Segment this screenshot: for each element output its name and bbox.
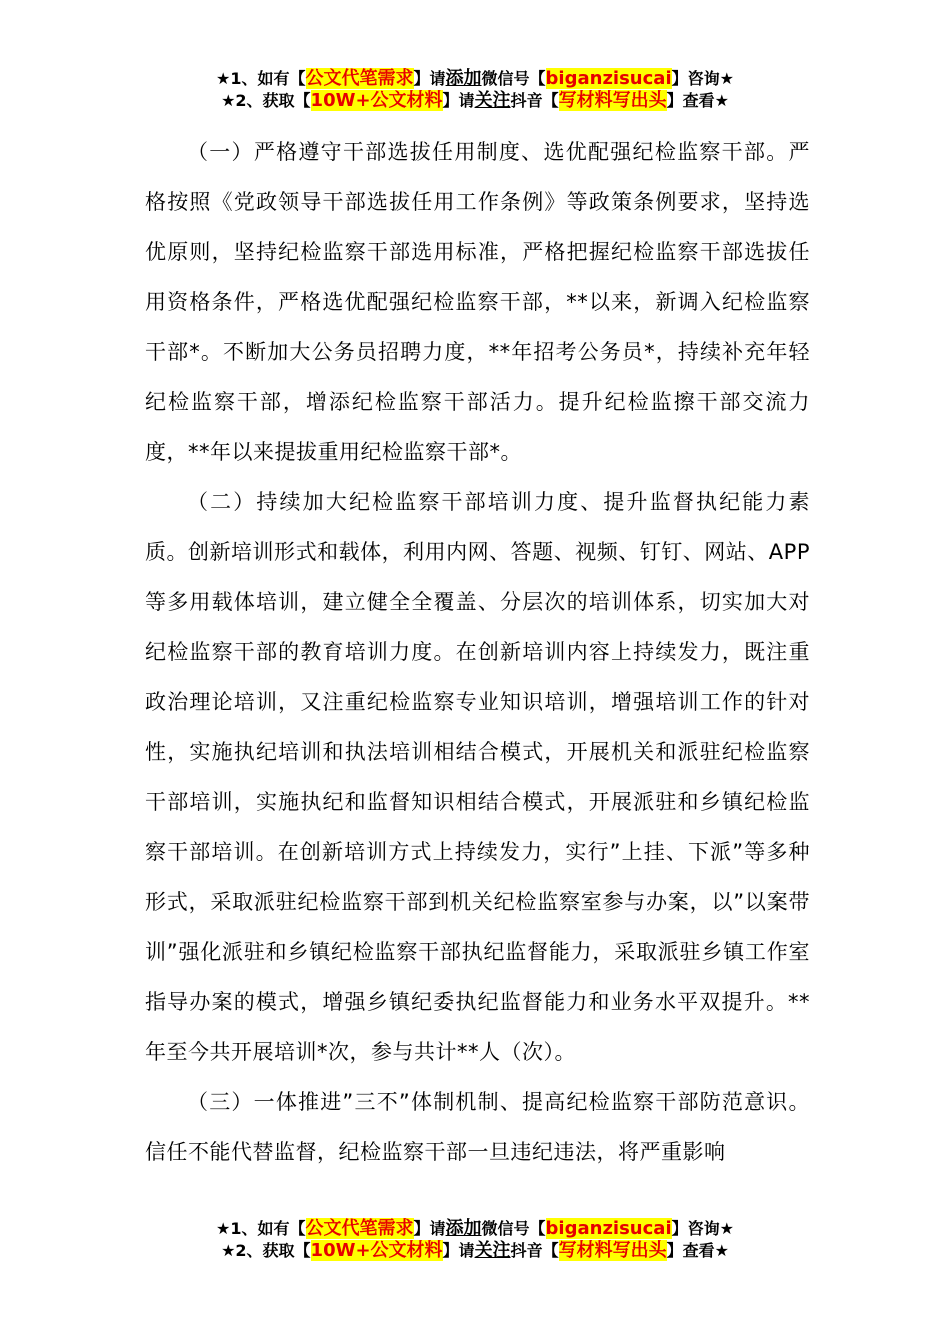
highlight-douyin: 写材料写出头 (558, 90, 667, 111)
banner-line-2: ★2、获取【10W+公文材料】请关注抖音【写材料写出头】查看★ (221, 90, 729, 111)
paragraph-1: （一）严格遵守干部选拔任用制度、选优配强纪检监察干部。严格按照《党政领导干部选拔任用工作条例》等政策条例要求，坚持选优原则，坚持纪检监察干部选用标准，严格把握纪检监察干部选拔任用资格条件，严格选优配强纪检监察干部，**以来，新调入纪检监察干部*。不断加大公务员招聘力度，**年招考公务员*，持续补充年轻纪检监察干部，增添纪检监察干部活力。提升纪检监擦干部交流力度，**年以来提拔重用纪检监察干部*。 (145, 140, 810, 464)
banner-line-1: ★1、如有【公文代笔需求】请添加微信号【biganzisucai】咨询★ (216, 1218, 734, 1239)
bottom-banner (0, 1218, 950, 1262)
top-banner (0, 68, 950, 112)
banner-line-1: ★1、如有【公文代笔需求】请添加微信号【biganzisucai】咨询★ (216, 68, 734, 89)
highlight-service: 公文代笔需求 (305, 68, 414, 89)
highlight-materials: 10W+公文材料 (310, 90, 443, 111)
document-body (145, 127, 810, 1177)
highlight-wechat-id: biganzisucai (545, 68, 672, 89)
highlight-materials: 10W+公文材料 (310, 1240, 443, 1261)
paragraph-3: （三）一体推进”三不”体制机制、提高纪检监察干部防范意识。信任不能代替监督，纪检监察干部一旦违纪违法，将严重影响 (145, 1090, 810, 1164)
highlight-service: 公文代笔需求 (305, 1218, 414, 1239)
paragraph-2: （二）持续加大纪检监察干部培训力度、提升监督执纪能力素质。创新培训形式和载体，利用内网、答题、视频、钉钉、网站、APP等多用载体培训，建立健全全覆盖、分层次的培训体系，切实加大对纪检监察干部的教育培训力度。在创新培训内容上持续发力，既注重政治理论培训，又注重纪检监察专业知识培训，增强培训工作的针对性，实施执纪培训和执法培训相结合模式，开展机关和派驻纪检监察干部培训，实施执纪和监督知识相结合模式，开展派驻和乡镇纪检监察干部培训。在创新培训方式上持续发力，实行”上挂、下派”等多种形式，采取派驻纪检监察干部到机关纪检监察室参与办案，以”以案带训”强化派驻和乡镇纪检监察干部执纪监督能力，采取派驻乡镇工作室指导办案的模式，增强乡镇纪委执纪监督能力和业务水平双提升。**年至今共开展培训*次，参与共计**人（次）。 (145, 490, 810, 1064)
highlight-wechat-id: biganzisucai (545, 1218, 672, 1239)
banner-line-2: ★2、获取【10W+公文材料】请关注抖音【写材料写出头】查看★ (221, 1240, 729, 1261)
highlight-douyin: 写材料写出头 (558, 1240, 667, 1261)
